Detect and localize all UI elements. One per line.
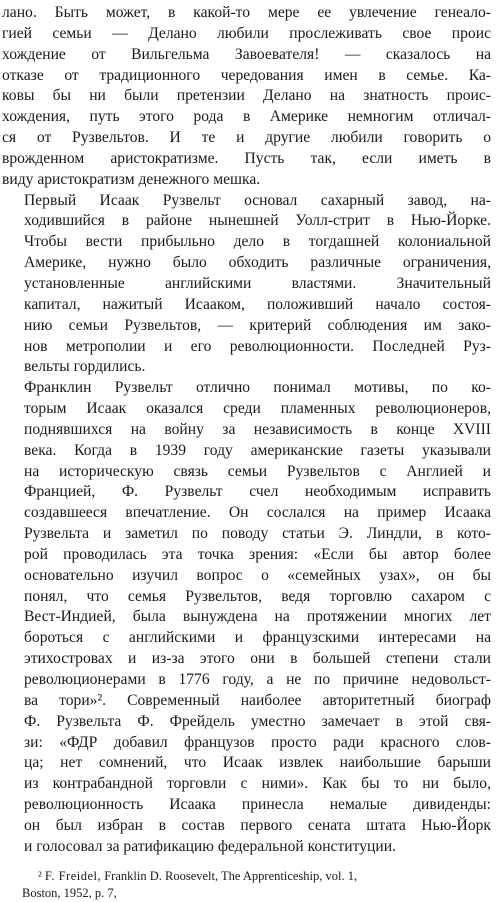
text-line: понял, что семья Рузвельтов, ведя торговлю сахаром с [24, 587, 491, 605]
text-line: революционность Исаака принесла немалые дивиденды: [24, 796, 491, 814]
text-line: виду аристократизм денежного мешка. [2, 170, 261, 188]
text-line: основательно изучил вопрос о «семейных узах», он бы [24, 566, 491, 584]
text-line: хождение от Вильгельма Завоевателя! — сказалось на [2, 45, 491, 63]
text-line: ковы бы ни были претензии Делано на знатность проис- [2, 87, 491, 105]
text-line: рой проводилась эта точка зрения: «Если бы автор более [24, 545, 491, 563]
text-line: Францией, Ф. Рузвельт счел необходимым исправить [24, 483, 491, 501]
text-line: хождения, путь этого рода в Америке немногим отличал- [2, 108, 491, 126]
text-line: ца; нет сомнений, что Исаак извлек наибольшие барыши [24, 754, 491, 772]
footnote [2, 868, 491, 902]
text-line: Вест-Индией, была вынуждена на протяжении многих лет [24, 608, 491, 626]
footnote-citation: Franklin D. Roosevelt, The Apprenticeship, vol. 1, [104, 868, 358, 883]
text-line: на историческую связь семьи Рузвельтов с Англией и [24, 462, 491, 480]
text-line: нию семьи Рузвельтов, — критерий соблюдения им зако- [24, 316, 491, 334]
text-line: гией семьи — Делано любили прослеживать свое проис [2, 24, 491, 42]
document-page [2, 3, 491, 902]
text-line: и голосовал за ратификацию федеральной конституции. [24, 837, 396, 855]
text-line: создавшееся впечатление. Он сослался на пример Исаака [24, 504, 491, 522]
text-line: из контрабандной торговли с ними». Как бы то ни было, [24, 775, 491, 793]
text-line: капитал, нажитый Исааком, положивший начало состоя- [24, 295, 491, 313]
body-text [2, 3, 491, 858]
text-line: ходившийся в районе нынешней Уолл-стрит в Нью-Йорке. [24, 212, 491, 230]
text-line: Франклин Рузвельт отлично понимал мотивы, по ко- [24, 379, 491, 397]
text-line: зи: «ФДР добавил французов просто ради красного слов- [24, 733, 491, 751]
text-line: врожденном аристократизме. Пусть так, если иметь в [2, 149, 491, 167]
text-line: торым Исаак оказался среди пламенных революционеров, [24, 400, 491, 418]
text-line: этихостровах и из-за этого они в большей степени стали [24, 650, 491, 668]
text-line: века. Когда в 1939 году американские газеты указывали [24, 441, 491, 459]
text-line: нов метрополии и его революционности. Последней Руз- [24, 337, 491, 355]
text-line: Рузвельта и заметил по поводу статьи Э. Линдли, в кото- [24, 525, 491, 543]
footnote-line-2: Boston, 1952, p. 7, [22, 885, 117, 900]
paragraph [2, 191, 491, 379]
text-line: бороться с английскими и французскими интересами на [24, 629, 491, 647]
text-line: Америке, нужно было обходить различные ограничения, [24, 254, 491, 272]
text-line: ва тори»². Современный наиболее авторитетный биограф [24, 691, 491, 709]
text-line: революционерами в 1776 году, а не по причине недовольст- [24, 671, 491, 688]
text-line: ся от Рузвельтов. И те и другие любили говорить о [2, 129, 491, 147]
text-line: Чтобы вести прибыльно дело в тогдашней колониальной [24, 233, 491, 251]
text-line: Ф. Рузвельта Ф. Фрейдель уместно замечает в этой свя- [24, 712, 491, 730]
footnote-marker: ² [38, 868, 42, 883]
footnote-author: F. Freidel, [44, 868, 102, 883]
text-line: лано. Быть может, в какой-то мере ее увлечение генеало- [2, 4, 491, 21]
text-line: установленные английскими властями. Значительный [24, 274, 491, 292]
text-line: Первый Исаак Рузвельт основал сахарный завод, на- [24, 191, 491, 209]
text-line: поднявшихся на войну за независимость в конце XVIII [24, 420, 491, 438]
paragraph [2, 378, 491, 857]
text-line: отказе от традиционного чередования имен в семье. Ка- [2, 66, 491, 84]
footnote-line-1 [22, 868, 491, 885]
paragraph [2, 3, 491, 191]
text-line: вельты гордились. [24, 358, 146, 376]
text-line: он был избран в состав первого сената штата Нью-Йорк [24, 816, 491, 834]
